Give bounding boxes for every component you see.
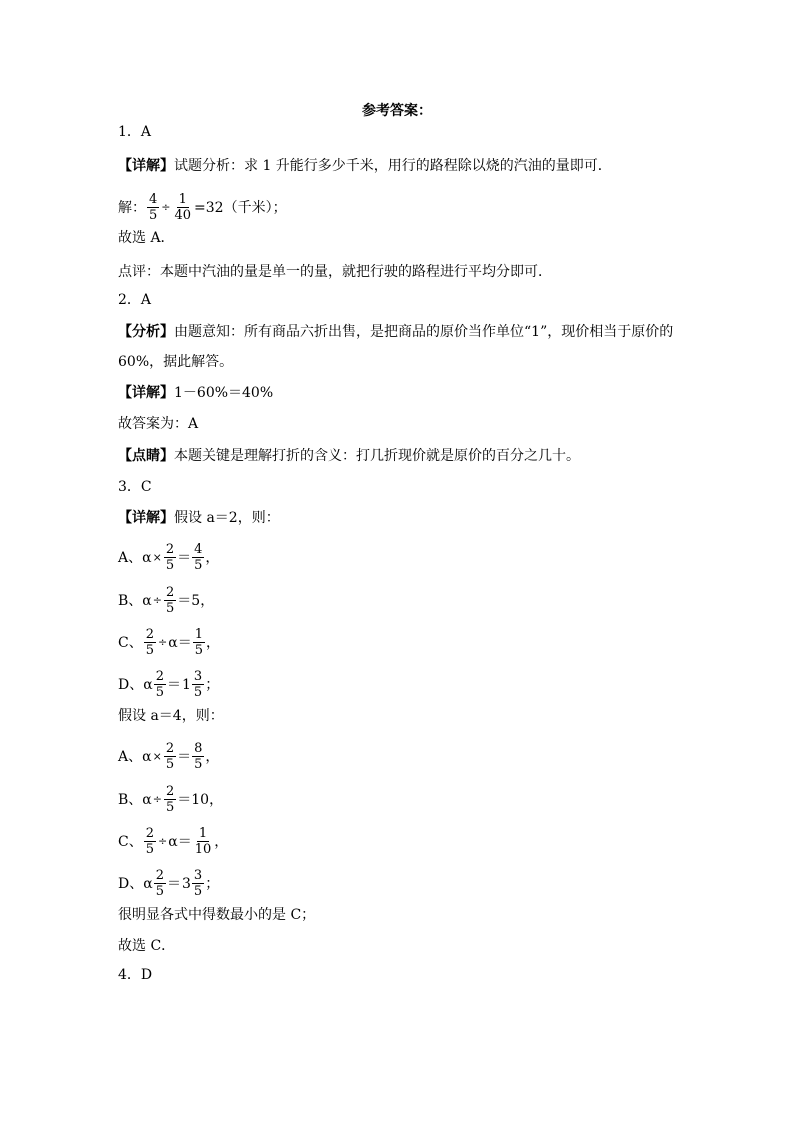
fraction-num: 2 (145, 627, 154, 642)
equals-sign: ＝ (177, 634, 192, 651)
fraction-num: 2 (165, 585, 175, 600)
punctuation: ， (205, 748, 220, 765)
alpha-symbol: α (142, 592, 152, 609)
q1-f1-num: 4 (149, 192, 158, 207)
fraction-num: 2 (165, 741, 175, 756)
fraction-den: 5 (193, 685, 203, 700)
fraction (164, 784, 176, 815)
alpha-symbol: α (168, 833, 178, 850)
q3-detail (118, 508, 280, 528)
q4-number: 4．D (118, 967, 153, 983)
alpha-symbol: α (142, 791, 152, 808)
q1-result: =32（千米）； (194, 199, 287, 216)
punctuation: ， (205, 549, 220, 566)
q2-point-tag: 【点睛】 (118, 448, 174, 464)
fraction-num: 2 (165, 784, 175, 799)
divide-operator: ÷ (152, 792, 162, 806)
q1-detail-tag: 【详解】 (118, 158, 174, 174)
q1-f2-den: 40 (174, 208, 192, 223)
q1-detail (118, 156, 612, 176)
fraction-den: 5 (194, 643, 203, 658)
fraction-num: 2 (155, 669, 164, 684)
punctuation: ， (209, 791, 224, 808)
q1-f2-num: 1 (178, 192, 187, 207)
fraction (192, 542, 204, 573)
q3-number: 3．C (118, 479, 152, 495)
divide-operator: ÷ (152, 593, 162, 607)
q3-s1-option-d (118, 669, 219, 700)
punctuation: ， (205, 634, 220, 651)
result-value: 10 (191, 791, 210, 808)
equals-sign: ＝ (177, 833, 192, 850)
q3-s1-option-c (118, 627, 220, 658)
q1-fraction-2 (173, 192, 194, 223)
alpha-symbol: α (143, 875, 153, 892)
q3-s1-option-a (118, 542, 219, 573)
equals-sign: ＝ (177, 592, 192, 609)
fraction (164, 542, 176, 573)
option-label: B、 (118, 592, 143, 609)
q3-assume-1: 假设 a＝2，则： (174, 510, 280, 526)
q1-solve-prefix: 解： (118, 199, 146, 216)
option-label: D、 (118, 875, 144, 892)
fraction-num: 1 (198, 826, 208, 841)
fraction-den: 5 (165, 757, 175, 772)
option-label: C、 (118, 833, 143, 850)
q2-point (118, 446, 580, 466)
option-label: A、 (118, 748, 143, 765)
fraction (192, 868, 204, 899)
q3-s1-option-b (118, 585, 214, 616)
punctuation: ， (214, 833, 229, 850)
q3-s2-option-c (118, 826, 228, 857)
fraction (164, 741, 176, 772)
equals-sign: ＝ (177, 791, 192, 808)
equals-sign: ＝ (177, 549, 192, 566)
fraction-num: 4 (194, 542, 203, 557)
punctuation: ； (205, 676, 220, 693)
q3-s2-option-b (118, 784, 223, 815)
option-label: B、 (118, 791, 143, 808)
q1-comment: 点评：本题中汽油的量是单一的量，就把行驶的路程进行平均分即可． (118, 264, 552, 280)
fraction-num: 1 (194, 627, 203, 642)
fraction (144, 627, 156, 658)
punctuation: ； (205, 875, 220, 892)
fraction-den: 5 (165, 800, 175, 815)
alpha-symbol: α (142, 549, 152, 566)
alpha-symbol: α (142, 748, 152, 765)
q3-choose: 故选 C． (118, 938, 176, 954)
times-operator: × (152, 550, 162, 564)
fraction (144, 826, 156, 857)
q2-answer: 故答案为：A (118, 416, 199, 432)
q2-analysis (118, 322, 673, 342)
q2-analysis-text-1: 由题意知：所有商品六折出售，是把商品的原价当作单位“1”，现价相当于原价的 (174, 324, 674, 340)
q2-number: 2．A (118, 292, 152, 308)
fraction-den: 5 (155, 884, 164, 899)
q3-s2-option-a (118, 741, 219, 772)
fraction-num: 2 (145, 826, 154, 841)
fraction-num: 2 (155, 868, 164, 883)
mixed-integer: 3 (181, 875, 191, 892)
fraction-den: 5 (155, 685, 164, 700)
equals-sign: ＝ (166, 875, 181, 892)
option-label: A、 (118, 549, 143, 566)
q1-solution (118, 192, 287, 223)
fraction-den: 5 (145, 842, 154, 857)
q2-detail-text: 1－60%＝40% (174, 385, 274, 401)
fraction-num: 3 (193, 868, 203, 883)
page-title: 参考答案： (362, 103, 432, 119)
q2-analysis-text-2: 60%，据此解答。 (118, 354, 234, 370)
fraction-den: 5 (165, 601, 175, 616)
q1-choose: 故选 A． (118, 230, 175, 246)
option-label: D、 (118, 676, 144, 693)
fraction (192, 741, 204, 772)
q3-detail-tag: 【详解】 (118, 510, 174, 526)
q1-number: 1．A (118, 124, 152, 140)
fraction (193, 826, 214, 857)
fraction (164, 585, 176, 616)
divide-operator: ÷ (158, 635, 168, 649)
q1-operator: ÷ (161, 200, 171, 214)
times-operator: × (152, 749, 162, 763)
fraction-den: 5 (194, 558, 203, 573)
result-value: 5 (191, 592, 201, 609)
alpha-symbol: α (168, 634, 178, 651)
fraction-den: 10 (194, 842, 212, 857)
fraction-den: 5 (145, 643, 154, 658)
fraction (154, 669, 166, 700)
fraction-num: 8 (194, 741, 203, 756)
q1-f1-den: 5 (149, 208, 158, 223)
q3-s2-option-d (118, 868, 219, 899)
option-label: C、 (118, 634, 143, 651)
q3-conclusion: 很明显各式中得数最小的是 C； (118, 907, 316, 923)
fraction-den: 5 (194, 757, 203, 772)
divide-operator: ÷ (158, 834, 168, 848)
fraction (192, 669, 204, 700)
alpha-symbol: α (143, 676, 153, 693)
fraction-den: 5 (165, 558, 175, 573)
q2-detail-tag: 【详解】 (118, 385, 174, 401)
fraction-num: 3 (193, 669, 203, 684)
punctuation: ， (200, 592, 215, 609)
q2-point-text: 本题关键是理解打折的含义：打几折现价就是原价的百分之几十。 (174, 448, 580, 464)
q1-detail-text: 试题分析：求 1 升能行多少千米，用行的路程除以烧的汽油的量即可． (174, 158, 612, 174)
fraction-num: 2 (165, 542, 175, 557)
q3-assume-2: 假设 a＝4，则： (118, 708, 224, 724)
mixed-integer: 1 (181, 676, 191, 693)
fraction (154, 868, 166, 899)
fraction (193, 627, 205, 658)
equals-sign: ＝ (177, 748, 192, 765)
equals-sign: ＝ (166, 676, 181, 693)
q2-detail (118, 383, 273, 403)
q2-analysis-tag: 【分析】 (118, 324, 174, 340)
q1-fraction-1 (147, 192, 159, 223)
fraction-den: 5 (193, 884, 203, 899)
